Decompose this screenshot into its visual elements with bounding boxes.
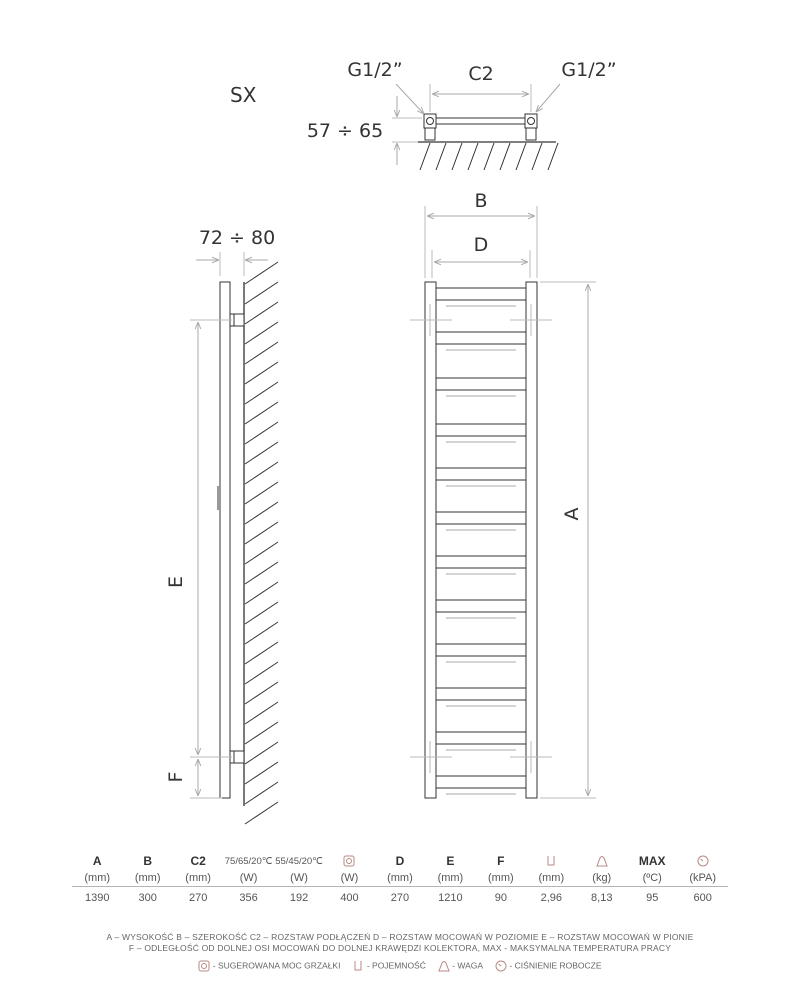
b-label: B (474, 190, 488, 212)
spec-header-units (72, 870, 728, 887)
spec-header-names (72, 852, 728, 870)
legend-item-label: - WAGA (449, 960, 484, 971)
column-unit-0: (mm) (72, 870, 122, 887)
capacity-icon (545, 855, 557, 867)
column-unit-2: (mm) (173, 870, 223, 887)
column-value-8: 90 (494, 892, 507, 904)
side-bracket-bottom (230, 751, 244, 763)
e-label: E (165, 575, 187, 589)
column-unit-12: (kPA) (677, 870, 728, 887)
spec-table (72, 852, 728, 909)
column-header-10 (577, 852, 627, 870)
column-header-7: E (446, 854, 455, 868)
front-view (410, 190, 596, 798)
column-unit-9: (mm) (526, 870, 576, 887)
a-label: A (561, 507, 583, 521)
side-view (165, 227, 278, 824)
model-label: SX (230, 83, 257, 107)
icon-legend (40, 960, 760, 972)
column-header-0: A (92, 854, 102, 868)
right-connection-label: G1/2” (561, 59, 617, 81)
legend-item-label: - CIŚNIENIE ROBOCZE (507, 960, 602, 971)
top-view (307, 59, 617, 170)
legend-line-2: F – ODLEGŁOŚĆ OD DOLNEJ OSI MOCOWAŃ DO DOLNEJ KRAWĘDZI KOLEKTORA, MAX - MAKSYMALNA TEMPERATURA PRACY (128, 943, 672, 953)
legend-item-0 (198, 960, 340, 972)
side-depth-label: 72 ÷ 80 (198, 227, 276, 249)
column-unit-7: (mm) (425, 870, 475, 887)
c2-label: C2 (468, 63, 494, 85)
column-unit-3: (W) (223, 870, 273, 887)
top-depth-label: 57 ÷ 65 (306, 120, 384, 142)
column-header-12 (677, 852, 728, 870)
d-label: D (473, 234, 489, 256)
pressure-icon (697, 855, 709, 867)
column-unit-6: (mm) (375, 870, 425, 887)
column-value-11: 95 (646, 892, 659, 904)
weight-icon (438, 960, 450, 972)
column-value-4: 192 (289, 892, 309, 904)
column-unit-8: (mm) (476, 870, 526, 887)
legend-item-label: - SUGEROWANA MOC GRZAŁKI (210, 960, 341, 971)
column-header-3: 75/65/20℃ (224, 855, 273, 867)
capacity-icon (352, 960, 364, 972)
legend-item-label: - POJEMNOŚĆ (364, 960, 426, 971)
heater-power-icon (343, 855, 355, 867)
left-connection-label: G1/2” (347, 59, 403, 81)
column-unit-5: (W) (324, 870, 374, 887)
column-value-9: 2,96 (540, 892, 563, 904)
column-header-4: 55/45/20℃ (275, 855, 323, 867)
column-header-6: D (395, 854, 405, 868)
column-value-0: 1390 (84, 892, 110, 904)
left-connector (424, 114, 436, 140)
column-unit-4: (W) (274, 870, 324, 887)
column-value-6: 270 (390, 892, 410, 904)
legend-item-3 (495, 960, 601, 972)
weight-icon (596, 855, 608, 867)
column-value-1: 300 (138, 892, 157, 904)
side-bracket-top (230, 314, 244, 326)
column-header-8: F (497, 854, 505, 868)
column-unit-1: (mm) (122, 870, 172, 887)
column-value-7: 1210 (438, 892, 463, 904)
column-header-1: B (143, 854, 153, 868)
column-header-11: MAX (638, 854, 666, 868)
heater-power-icon (198, 960, 210, 972)
spec-values-row (72, 887, 728, 910)
legend-item-1 (352, 960, 425, 972)
column-unit-11: (ºC) (627, 870, 677, 887)
column-header-9 (526, 852, 576, 870)
column-value-5: 400 (340, 892, 359, 904)
column-value-2: 270 (188, 892, 208, 904)
column-value-12: 600 (693, 892, 712, 904)
f-label: F (165, 771, 187, 783)
column-value-3: 356 (239, 892, 258, 904)
legend-line-1: A – WYSOKOŚĆ B – SZEROKOŚĆ C2 – ROZSTAW PODŁĄCZEŃ D – ROZSTAW MOCOWAŃ W POZIOMIE E – ROZSTAW MOCOWAŃ W PIONIE (106, 932, 694, 942)
column-unit-10: (kg) (577, 870, 627, 887)
column-header-2: C2 (190, 854, 206, 868)
legend-item-2 (438, 960, 483, 972)
pressure-icon (495, 960, 507, 972)
column-value-10: 8,13 (591, 892, 613, 904)
column-header-5 (324, 852, 374, 870)
right-connector (525, 114, 537, 140)
